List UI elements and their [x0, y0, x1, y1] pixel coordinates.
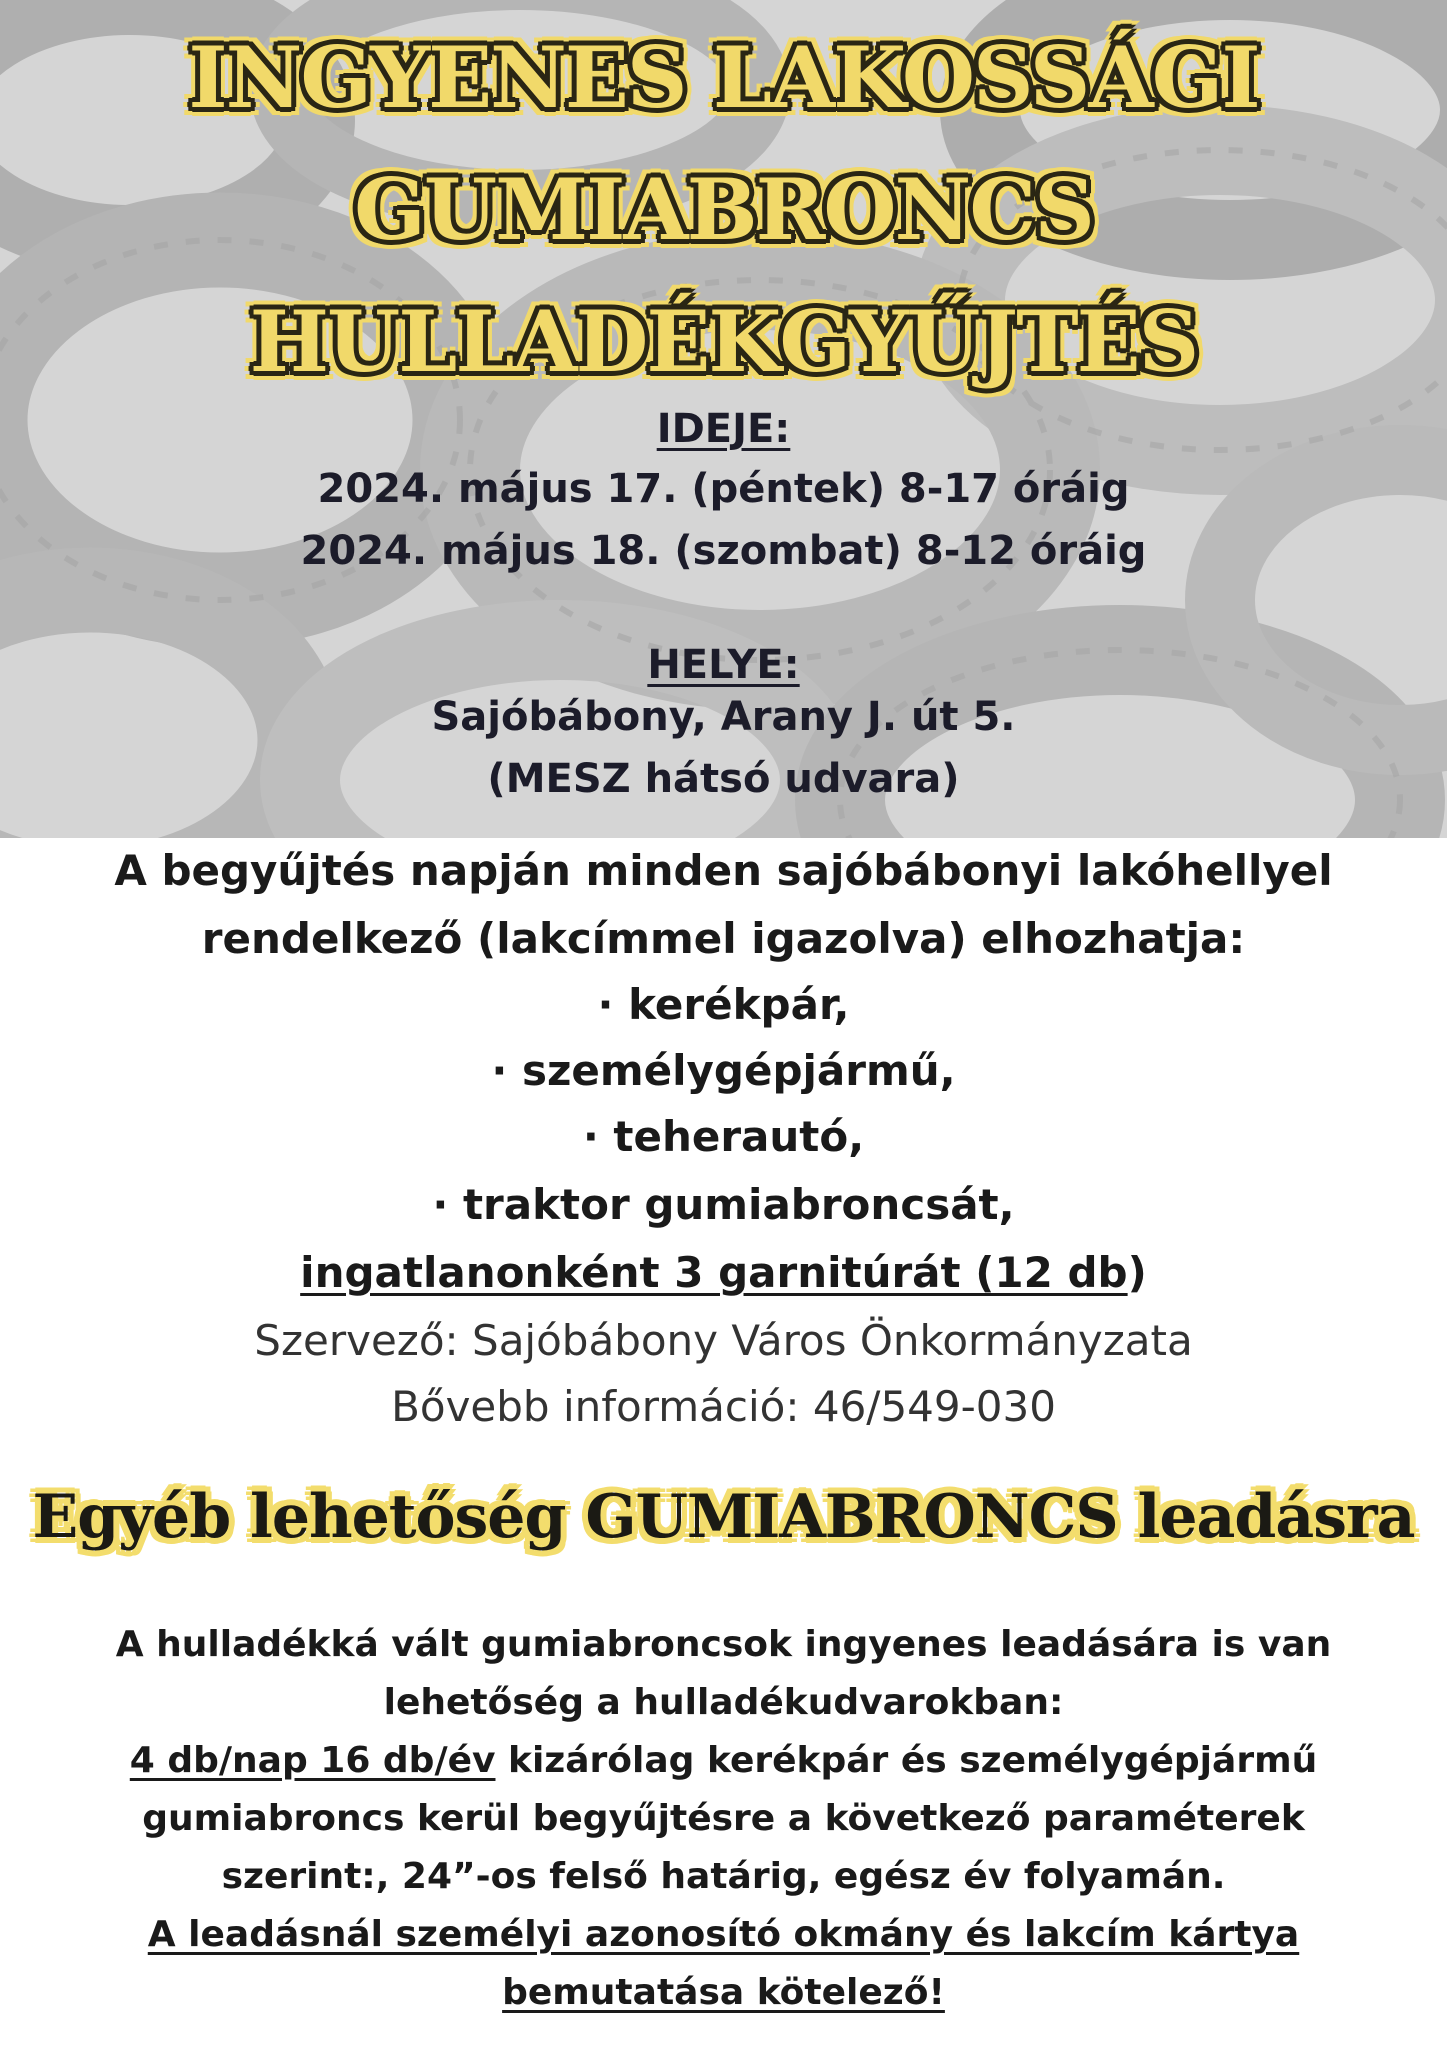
- other-line-3: [0, 1740, 1447, 1781]
- other-line-5: szerint:, 24”-os felső határig, egész év folyamán.: [221, 1856, 1226, 1897]
- other-line-2: lehetőség a hulladékudvarokban:: [383, 1682, 1064, 1723]
- place-label: HELYE:: [647, 642, 800, 688]
- other-line-1: A hulladékká vált gumiabroncsok ingyenes leadására is van: [115, 1624, 1332, 1665]
- title-line-1: INGYENES LAKOSSÁGI: [188, 28, 1259, 127]
- list-item-car: · személygépjármű,: [491, 1046, 956, 1095]
- daily-limit-underlined: 4 db/nap 16 db/év: [129, 1740, 496, 1781]
- time-line-1: 2024. május 17. (péntek) 8-17 óráig: [317, 466, 1130, 512]
- title-line-2: GUMIABRONCS: [354, 160, 1093, 259]
- list-item-tractor: · traktor gumiabroncsát,: [432, 1180, 1015, 1229]
- other-line-6: A leadásnál személyi azonosító okmány és lakcím kártya: [147, 1914, 1300, 1955]
- info-line: Bővebb információ: 46/549-030: [391, 1382, 1056, 1431]
- place-line-2: (MESZ hátsó udvara): [487, 756, 960, 802]
- limit-underlined: ingatlanonként 3 garnitúrát (12 db: [300, 1248, 1128, 1297]
- intro-line-2: rendelkező (lakcímmel igazolva) elhozhatja:: [201, 914, 1246, 963]
- other-option-heading: Egyéb lehetőség GUMIABRONCS leadásra: [32, 1482, 1415, 1552]
- list-item-bicycle: · kerékpár,: [597, 980, 850, 1029]
- limit-tail: ): [1127, 1248, 1147, 1297]
- organizer-line: Szervező: Sajóbábony Város Önkormányzata: [254, 1316, 1193, 1365]
- list-item-truck: · teherautó,: [582, 1112, 865, 1161]
- daily-limit-rest: kizárólag kerékpár és személygépjármű: [495, 1740, 1318, 1781]
- hero-section: [0, 0, 1447, 838]
- title-line-3: HULLADÉKGYŰJTÉS: [249, 292, 1198, 391]
- time-label: IDEJE:: [656, 406, 791, 452]
- place-line-1: Sajóbábony, Arany J. út 5.: [431, 694, 1016, 740]
- other-line-7: bemutatása kötelező!: [502, 1972, 945, 2013]
- intro-line-1: A begyűjtés napján minden sajóbábonyi lakóhellyel: [114, 846, 1333, 895]
- time-line-2: 2024. május 18. (szombat) 8-12 óráig: [300, 528, 1147, 574]
- other-line-4: gumiabroncs kerül begyűjtésre a következő paraméterek: [142, 1798, 1305, 1839]
- limit-line: [0, 1248, 1447, 1297]
